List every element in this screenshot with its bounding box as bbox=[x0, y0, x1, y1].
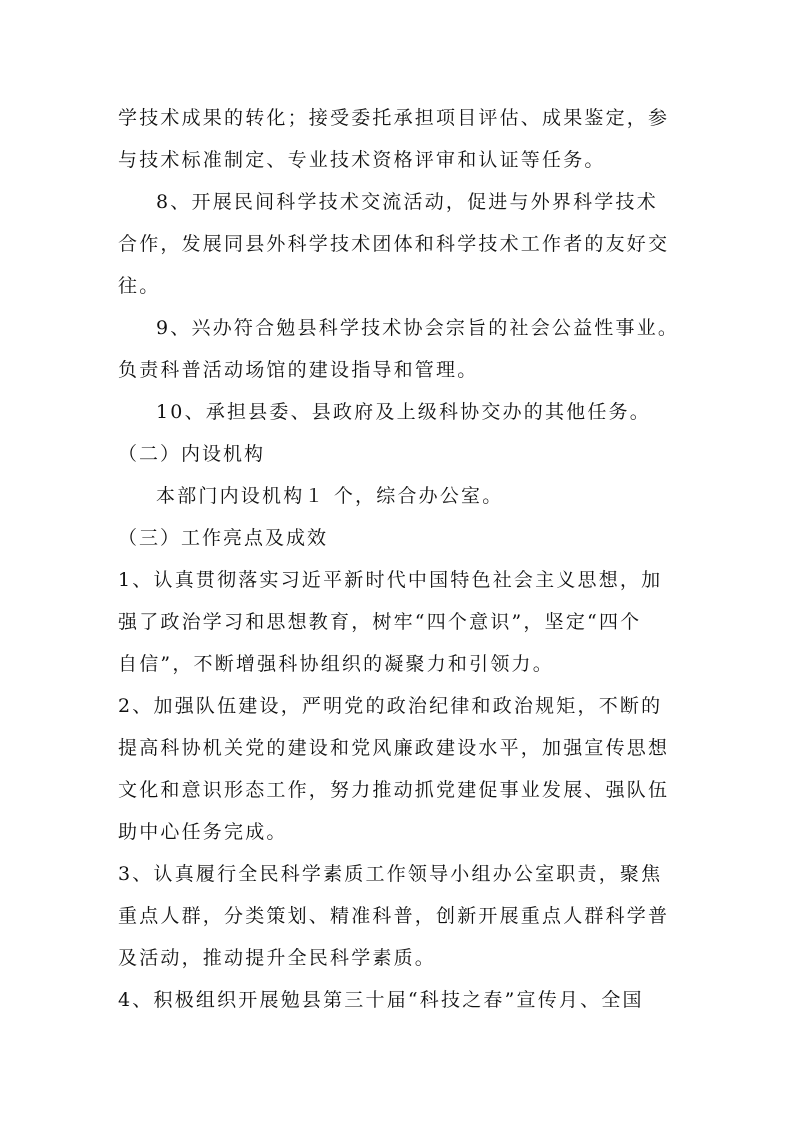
text-line-17: 文化和意识形态工作，努力推动抓党建促事业发展、强队伍 bbox=[118, 779, 670, 801]
text-line-12: 1、认真贯彻落实习近平新时代中国特色社会主义思想，加 bbox=[118, 569, 663, 591]
section-heading-internal-structure: （二）内设机构 bbox=[118, 443, 266, 465]
text-line-21: 及活动，推动提升全民科学素质。 bbox=[118, 947, 437, 969]
text-line-15: 2、加强队伍建设，严明党的政治纪律和政治规矩，不断的 bbox=[118, 695, 663, 717]
text-line-16: 提高科协机关党的建设和党风廉政建设水平，加强宣传思想 bbox=[118, 737, 670, 759]
text-line-5: 往。 bbox=[118, 275, 161, 297]
text-line-10: 本部门内设机构１ 个，综合办公室。 bbox=[156, 485, 504, 507]
text-line-6: 9、兴办符合勉县科学技术协会宗旨的社会公益性事业。 bbox=[156, 317, 680, 339]
text-line-20: 重点人群，分类策划、精准科普，创新开展重点人群科学普 bbox=[118, 905, 670, 927]
text-line-19: 3、认真履行全民科学素质工作领导小组办公室职责，聚焦 bbox=[118, 863, 663, 885]
text-line-13: 强了政治学习和思想教育，树牢“四个意识”，坚定“四个 bbox=[118, 611, 642, 633]
text-line-4: 合作，发展同县外科学技术团体和科学技术工作者的友好交 bbox=[118, 233, 670, 255]
text-line-1: 学技术成果的转化；接受委托承担项目评估、成果鉴定，参 bbox=[118, 107, 670, 129]
text-line-14: 自信”，不断增强科协组织的凝聚力和引领力。 bbox=[118, 653, 554, 675]
text-line-7: 负责科普活动场馆的建设指导和管理。 bbox=[118, 359, 479, 381]
text-line-8: 10、承担县委、县政府及上级科协交办的其他任务。 bbox=[156, 401, 651, 423]
text-line-3: 8、开展民间科学技术交流活动，促进与外界科学技术 bbox=[156, 191, 658, 213]
section-heading-highlights: （三）工作亮点及成效 bbox=[118, 527, 329, 549]
text-line-22: 4、积极组织开展勉县第三十届“科技之春”宣传月、全国 bbox=[118, 989, 644, 1011]
text-line-2: 与技术标准制定、专业技术资格评审和认证等任务。 bbox=[118, 149, 606, 171]
text-line-18: 助中心任务完成。 bbox=[118, 821, 288, 843]
